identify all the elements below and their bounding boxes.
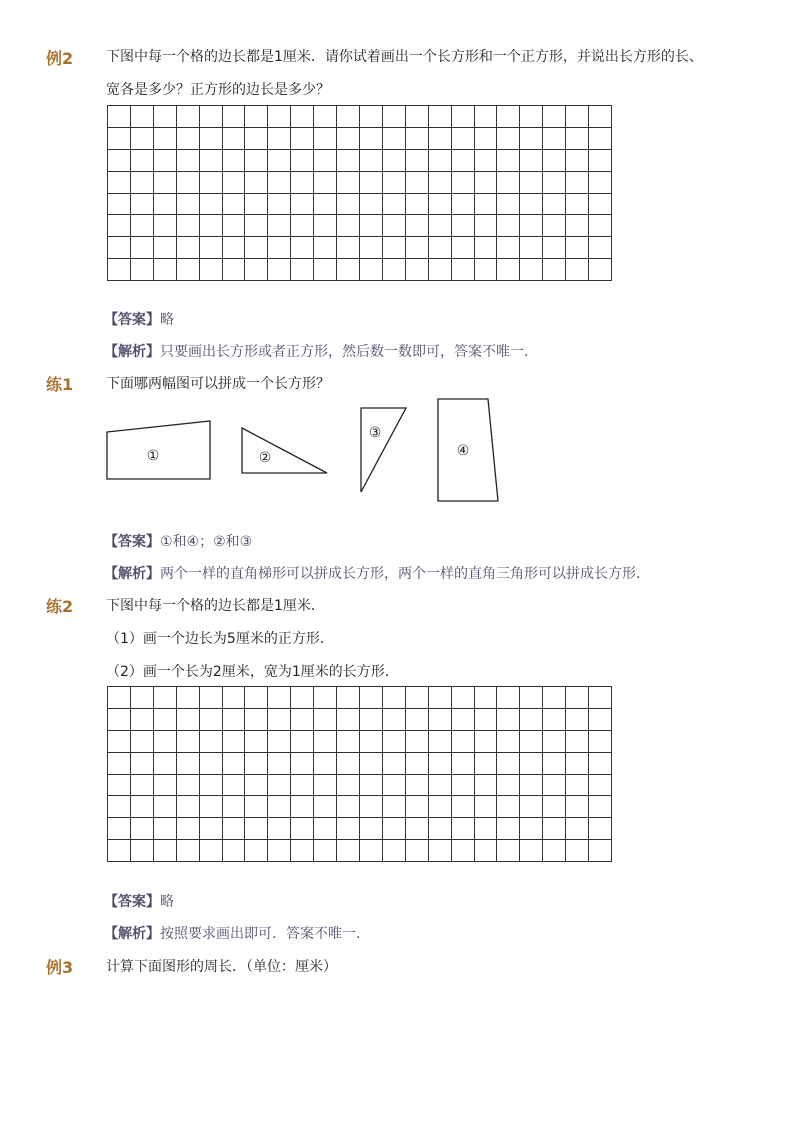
example-2-analysis [104, 341, 538, 361]
answer-text: 略 [160, 312, 174, 328]
example-2-tag: 例2 [46, 49, 74, 68]
analysis-label: 【解析】 [104, 926, 160, 942]
answer-label: 【答案】 [104, 312, 160, 328]
shape-4-label: ④ [456, 443, 470, 459]
shape-3-triangle [361, 408, 406, 492]
practice-1-shapes [100, 392, 510, 512]
practice-1-question: 下面哪两幅图可以拼成一个长方形？ [106, 376, 330, 392]
example-2-answer [104, 309, 174, 329]
example-3-tag: 例3 [46, 958, 74, 977]
analysis-text: 按照要求画出即可．答案不唯一． [160, 926, 370, 942]
practice-2-grid [107, 686, 612, 862]
answer-label: 【答案】 [104, 534, 160, 550]
analysis-text: 只要画出长方形或者正方形，然后数一数即可，答案不唯一． [160, 344, 538, 360]
shape-3-label: ③ [368, 425, 382, 441]
example-2-question-line1: 下图中每一个格的边长都是1厘米．请你试着画出一个长方形和一个正方形，并说出长方形的长、 [106, 49, 703, 65]
shape-2-label: ② [258, 450, 272, 466]
practice-2-sub1: （1）画一个边长为5厘米的正方形． [106, 631, 334, 647]
practice-2-tag: 练2 [46, 597, 74, 616]
example-3-question: 计算下面图形的周长．（单位：厘米） [106, 959, 337, 975]
analysis-label: 【解析】 [104, 344, 160, 360]
example-2-grid [107, 105, 612, 281]
practice-1-answer [104, 531, 252, 551]
practice-2-answer [104, 891, 174, 911]
answer-label: 【答案】 [104, 894, 160, 910]
answer-text: 略 [160, 894, 174, 910]
practice-1-analysis [104, 563, 650, 583]
analysis-label: 【解析】 [104, 566, 160, 582]
practice-2-question: 下图中每一个格的边长都是1厘米． [106, 598, 325, 614]
practice-1-tag: 练1 [46, 375, 74, 394]
shape-1-label: ① [146, 448, 160, 464]
analysis-text: 两个一样的直角梯形可以拼成长方形，两个一样的直角三角形可以拼成长方形． [160, 566, 650, 582]
practice-2-sub2: （2）画一个长为2厘米，宽为1厘米的长方形． [106, 664, 399, 680]
example-2-question-line2: 宽各是多少？正方形的边长是多少？ [106, 82, 330, 98]
shape-2-triangle [242, 428, 327, 473]
answer-text: ①和④；②和③ [160, 534, 253, 550]
practice-2-analysis [104, 923, 370, 943]
